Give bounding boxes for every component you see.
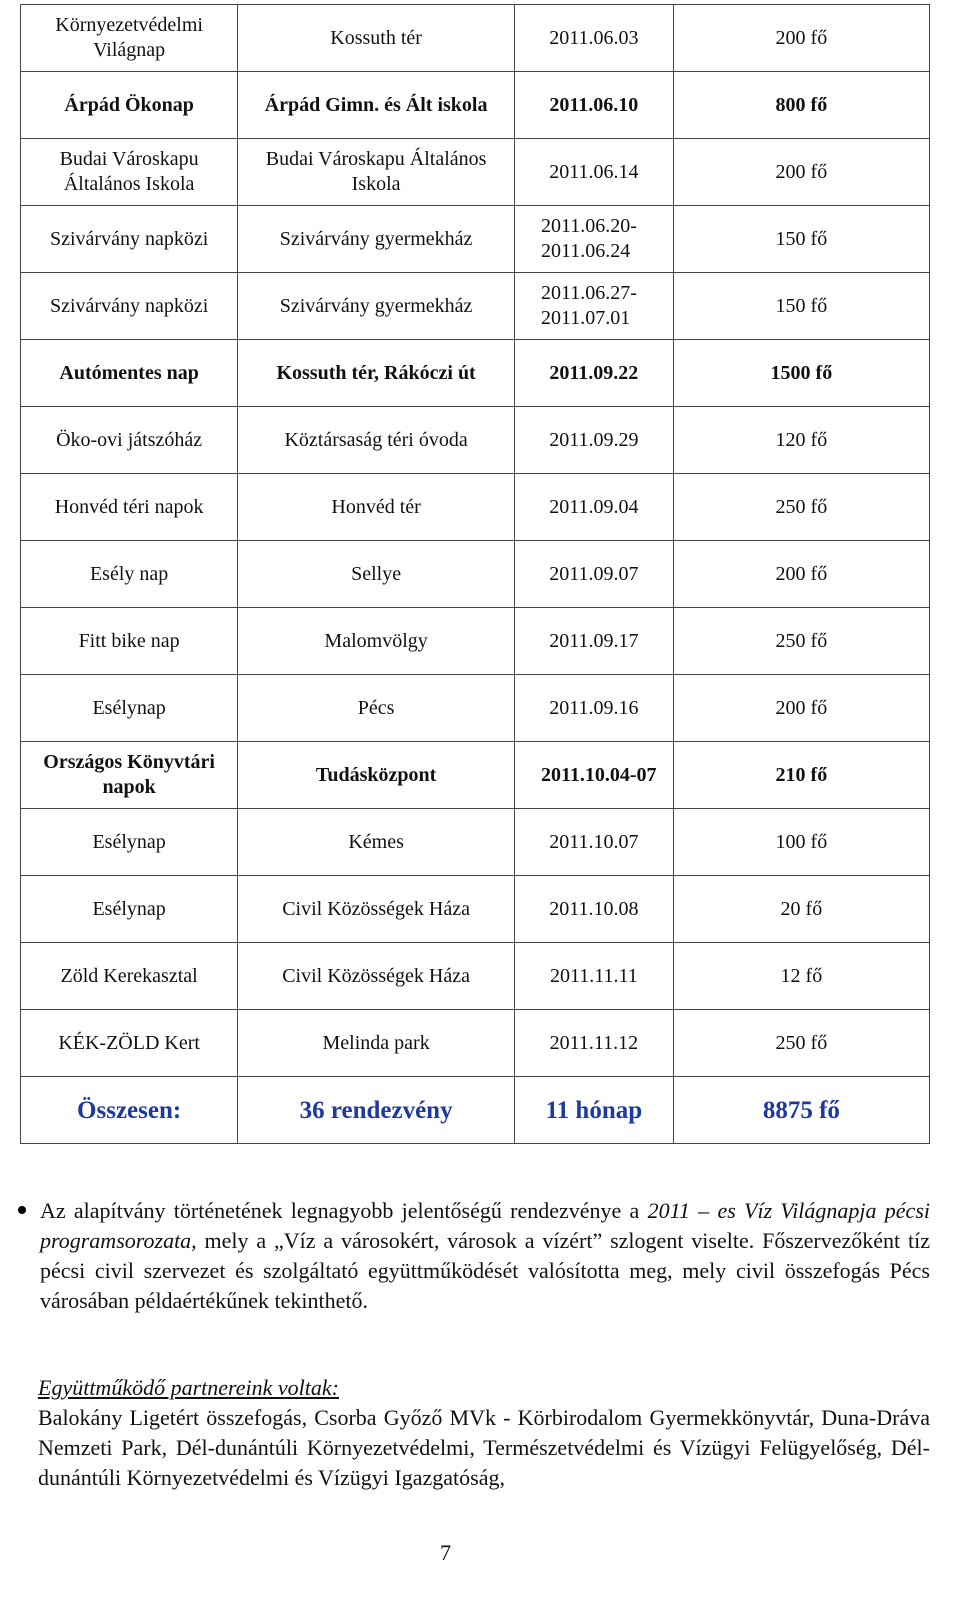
event-cell: Országos Könyvtári napok — [21, 742, 238, 809]
people-cell: 200 fő — [673, 139, 929, 206]
people-cell: 210 fő — [673, 742, 929, 809]
partners-heading: Együttműködő partnereink voltak: — [38, 1375, 339, 1400]
place-cell: Malomvölgy — [238, 608, 515, 675]
total-events: 36 rendezvény — [238, 1077, 515, 1144]
date-cell: 2011.06.14 — [514, 139, 673, 206]
page-number: 7 — [440, 1540, 451, 1565]
people-cell: 250 fő — [673, 474, 929, 541]
paragraph-italic-text: 2011 – es Víz Világnapja pécsi programsorozata, — [40, 1198, 930, 1253]
date-cell: 2011.09.29 — [514, 407, 673, 474]
place-cell: Sellye — [238, 541, 515, 608]
event-cell: Esélynap — [21, 809, 238, 876]
table-row — [21, 608, 930, 675]
date-cell: 2011.10.04-07 — [514, 742, 673, 809]
people-cell: 100 fő — [673, 809, 929, 876]
table-row — [21, 206, 930, 273]
paragraph-text — [40, 1196, 930, 1316]
table-row — [21, 675, 930, 742]
table-row — [21, 340, 930, 407]
table-row — [21, 273, 930, 340]
event-cell: Esélynap — [21, 876, 238, 943]
event-cell: Öko-ovi játszóház — [21, 407, 238, 474]
people-cell: 250 fő — [673, 1010, 929, 1077]
table-row — [21, 541, 930, 608]
paragraph-text-after: mely a „Víz a városokért, városok a vízért” szlogent viselte. Főszervezőként tíz pécsi civil szervezet és szolgáltató együttműködését valósította meg, mely civil összefogás Pécs városában példaértékűnek tekinthető. — [40, 1228, 930, 1313]
date-cell: 2011.09.22 — [514, 340, 673, 407]
bullet-paragraph — [18, 1196, 930, 1316]
place-cell: Tudásközpont — [238, 742, 515, 809]
event-cell: Környezetvédelmi Világnap — [21, 5, 238, 72]
date-cell: 2011.11.11 — [514, 943, 673, 1010]
people-cell: 250 fő — [673, 608, 929, 675]
table-row — [21, 1010, 930, 1077]
place-cell: Civil Közösségek Háza — [238, 943, 515, 1010]
place-cell: Köztársaság téri óvoda — [238, 407, 515, 474]
table-row — [21, 809, 930, 876]
table-row — [21, 139, 930, 206]
partners-list: Balokány Ligetért összefogás, Csorba Győző MVk - Körbirodalom Gyermekkönyvtár, Duna-Dráva Nemzeti Park, Dél-dunántúli Környezetvédelmi, Természetvédelmi és Vízügyi Felügyelőség, Dél-dunántúli Környezetvédelmi és Vízügyi Igazgatóság, — [38, 1405, 930, 1490]
place-cell: Szivárvány gyermekház — [238, 273, 515, 340]
date-cell: 2011.09.04 — [514, 474, 673, 541]
people-cell: 12 fő — [673, 943, 929, 1010]
total-label: Összesen: — [21, 1077, 238, 1144]
total-months: 11 hónap — [514, 1077, 673, 1144]
date-cell: 2011.09.07 — [514, 541, 673, 608]
table-row — [21, 943, 930, 1010]
table-row — [21, 72, 930, 139]
date-cell: 2011.11.12 — [514, 1010, 673, 1077]
event-cell: Szivárvány napközi — [21, 206, 238, 273]
people-cell: 800 fő — [673, 72, 929, 139]
table-row — [21, 474, 930, 541]
place-cell: Árpád Gimn. és Ált iskola — [238, 72, 515, 139]
date-cell: 2011.06.10 — [514, 72, 673, 139]
event-cell: Budai Városkapu Általános Iskola — [21, 139, 238, 206]
event-cell: KÉK-ZÖLD Kert — [21, 1010, 238, 1077]
place-cell: Szivárvány gyermekház — [238, 206, 515, 273]
event-cell: Esélynap — [21, 675, 238, 742]
date-cell: 2011.10.08 — [514, 876, 673, 943]
date-cell: 2011.06.03 — [514, 5, 673, 72]
events-table-body — [21, 5, 930, 1144]
people-cell: 150 fő — [673, 273, 929, 340]
event-cell: Esély nap — [21, 541, 238, 608]
date-cell: 2011.09.17 — [514, 608, 673, 675]
place-cell: Honvéd tér — [238, 474, 515, 541]
place-cell: Melinda park — [238, 1010, 515, 1077]
date-cell: 2011.09.16 — [514, 675, 673, 742]
total-row — [21, 1077, 930, 1144]
people-cell: 200 fő — [673, 675, 929, 742]
place-cell: Budai Városkapu Általános Iskola — [238, 139, 515, 206]
people-cell: 150 fő — [673, 206, 929, 273]
place-cell: Kossuth tér, Rákóczi út — [238, 340, 515, 407]
people-cell: 1500 fő — [673, 340, 929, 407]
paragraph-text-before: Az alapítvány történetének legnagyobb jelentőségű rendezvénye a — [40, 1198, 648, 1223]
partners-section — [38, 1373, 930, 1493]
date-cell: 2011.06.27-2011.07.01 — [514, 273, 673, 340]
place-cell: Kossuth tér — [238, 5, 515, 72]
date-cell: 2011.10.07 — [514, 809, 673, 876]
table-row — [21, 5, 930, 72]
people-cell: 200 fő — [673, 5, 929, 72]
table-row — [21, 407, 930, 474]
place-cell: Civil Közösségek Háza — [238, 876, 515, 943]
event-cell: Zöld Kerekasztal — [21, 943, 238, 1010]
bullet-icon — [18, 1206, 26, 1214]
people-cell: 200 fő — [673, 541, 929, 608]
event-cell: Honvéd téri napok — [21, 474, 238, 541]
place-cell: Kémes — [238, 809, 515, 876]
table-row — [21, 742, 930, 809]
people-cell: 20 fő — [673, 876, 929, 943]
events-table — [20, 4, 930, 1144]
total-people: 8875 fő — [673, 1077, 929, 1144]
table-row — [21, 876, 930, 943]
event-cell: Fitt bike nap — [21, 608, 238, 675]
date-cell: 2011.06.20-2011.06.24 — [514, 206, 673, 273]
event-cell: Árpád Ökonap — [21, 72, 238, 139]
event-cell: Autómentes nap — [21, 340, 238, 407]
event-cell: Szivárvány napközi — [21, 273, 238, 340]
place-cell: Pécs — [238, 675, 515, 742]
people-cell: 120 fő — [673, 407, 929, 474]
